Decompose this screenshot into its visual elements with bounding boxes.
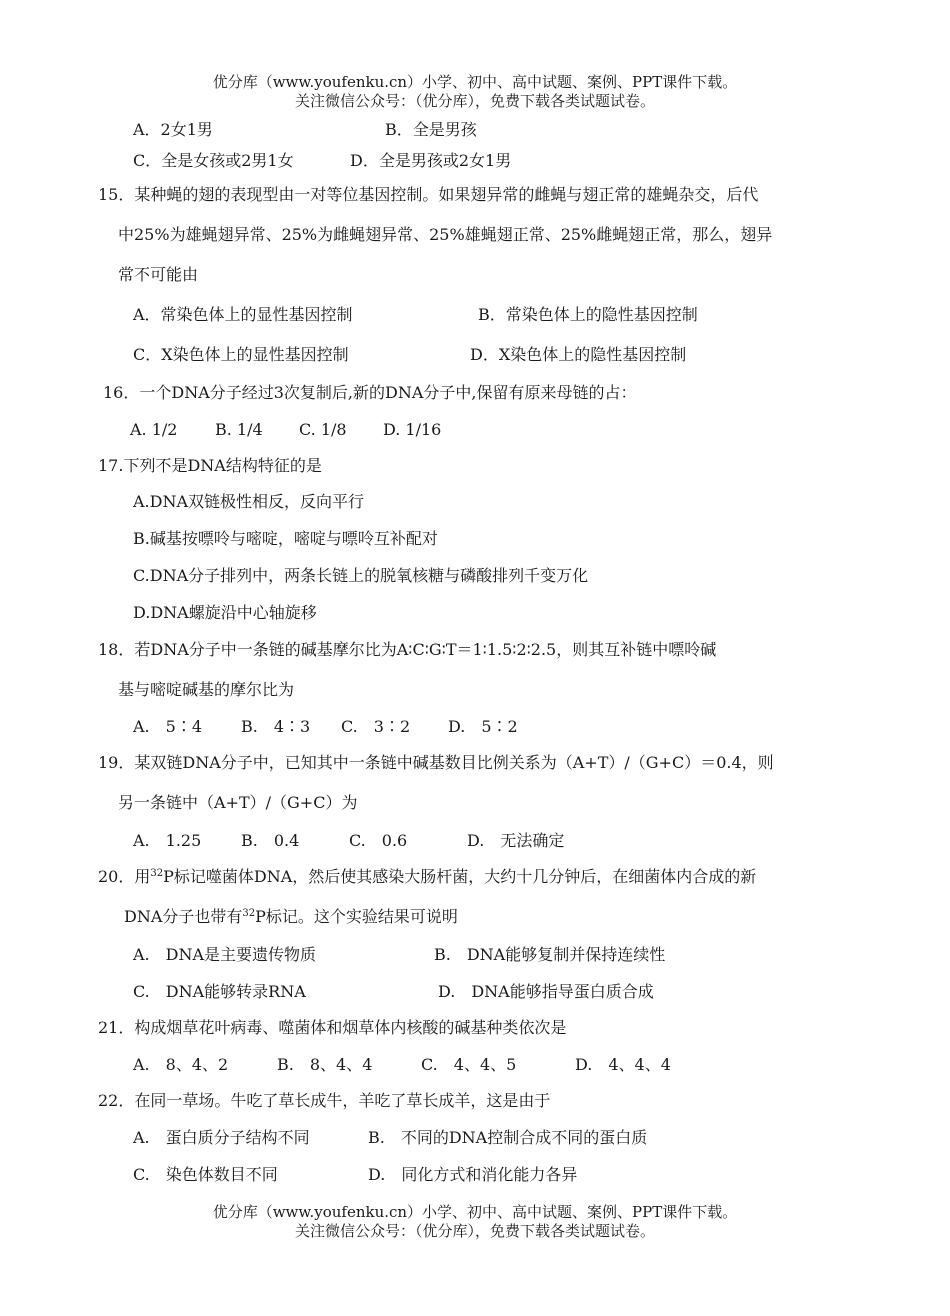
q14-option-c: C．全是女孩或2男1女 (133, 151, 294, 170)
q22-stem: 22．在同一草场。牛吃了草长成牛，羊吃了草长成羊，这是由于 (98, 1091, 551, 1110)
q18-option-d: D. 5∶2 (448, 717, 518, 736)
q16-option-d: D. 1/16 (383, 420, 442, 439)
q20-option-d: D. DNA能够指导蛋白质合成 (438, 982, 654, 1001)
q17-option-a: A.DNA双链极性相反，反向平行 (133, 492, 365, 511)
q17-option-d: D.DNA螺旋沿中心轴旋移 (133, 603, 317, 622)
header-line-2: 关注微信公众号：（优分库），免费下载各类试题试卷。 (294, 92, 655, 110)
q19-stem-line-1: 19．某双链DNA分子中，已知其中一条链中碱基数目比例关系为（A+T）/（G+C）＝0.4，则 (98, 753, 774, 772)
q21-option-a: A. 8、4、2 (133, 1055, 229, 1074)
q16-stem: 16．一个DNA分子经过3次复制后,新的DNA分子中,保留有原来母链的占： (103, 383, 637, 402)
q21-option-b: B. 8、4、4 (277, 1055, 373, 1074)
q20-option-a: A. DNA是主要遗传物质 (133, 945, 317, 964)
q14-option-d: D．全是男孩或2女1男 (350, 151, 512, 170)
q17-option-b: B.碱基按嘌呤与嘧啶，嘧啶与嘌呤互补配对 (133, 529, 438, 548)
q20-option-c: C. DNA能够转录RNA (133, 982, 306, 1001)
q15-stem-line-1: 15．某种蝇的翅的表现型由一对等位基因控制。如果翅异常的雌蝇与翅正常的雄蝇杂交，后代 (98, 185, 759, 204)
q20-line2-prefix: DNA分子也带有 (124, 907, 243, 926)
q22-option-c: C. 染色体数目不同 (133, 1165, 278, 1184)
q20-option-b: B. DNA能够复制并保持连续性 (434, 945, 666, 964)
q15-stem-line-3: 常不可能由 (118, 265, 199, 284)
q21-option-d: D. 4、4、4 (575, 1055, 671, 1074)
isotope-mass-number: 32 (150, 868, 164, 879)
q22-option-d: D. 同化方式和消化能力各异 (368, 1165, 578, 1184)
q18-option-a: A. 5∶4 (133, 717, 203, 736)
q19-option-c: C. 0.6 (349, 831, 408, 850)
q19-option-b: B. 0.4 (241, 831, 300, 850)
q16-option-c: C. 1/8 (299, 420, 347, 439)
q19-option-d: D. 无法确定 (467, 831, 565, 850)
page-header (0, 73, 950, 111)
q18-option-b: B. 4∶3 (241, 717, 311, 736)
q18-option-c: C. 3∶2 (341, 717, 411, 736)
q14-option-a: A．2女1男 (133, 120, 213, 139)
q22-option-a: A. 蛋白质分子结构不同 (133, 1128, 310, 1147)
footer-line-2: 关注微信公众号：（优分库），免费下载各类试题试卷。 (294, 1222, 655, 1240)
q18-stem-line-1: 18．若DNA分子中一条链的碱基摩尔比为A∶C∶G∶T＝1∶1.5∶2∶2.5，则其互补链中嘌呤碱 (98, 640, 717, 659)
q17-stem: 17.下列不是DNA结构特征的是 (98, 456, 322, 475)
q19-stem-line-2: 另一条链中（A+T）/（G+C）为 (118, 793, 358, 812)
q16-option-b: B. 1/4 (215, 420, 263, 439)
page-footer (0, 1203, 950, 1241)
q15-option-d: D．X染色体上的隐性基因控制 (470, 345, 687, 364)
q21-option-c: C. 4、4、5 (421, 1055, 517, 1074)
q20-stem-line-2 (124, 906, 458, 928)
q20-line2-suffix: P标记。这个实验结果可说明 (255, 907, 458, 926)
q20-line1-suffix: P标记噬菌体DNA，然后使其感染大肠杆菌，大约十几分钟后，在细菌体内合成的新 (163, 867, 757, 886)
q15-option-c: C．X染色体上的显性基因控制 (133, 345, 349, 364)
q15-stem-line-2: 中25%为雄蝇翅异常、25%为雌蝇翅异常、25%雄蝇翅正常、25%雌蝇翅正常，那么，翅异 (118, 225, 773, 244)
q21-stem: 21．构成烟草花叶病毒、噬菌体和烟草体内核酸的碱基种类依次是 (98, 1018, 567, 1037)
isotope-mass-number: 32 (242, 908, 256, 919)
footer-line-1: 优分库（www.youfenku.cn）小学、初中、高中试题、案例、PPT课件下载。 (212, 1203, 738, 1221)
q20-line1-prefix: 20．用 (98, 867, 151, 886)
q22-option-b: B. 不同的DNA控制合成不同的蛋白质 (368, 1128, 648, 1147)
q14-option-b: B．全是男孩 (385, 120, 477, 139)
q16-option-a: A. 1/2 (130, 420, 178, 439)
q17-option-c: C.DNA分子排列中，两条长链上的脱氧核糖与磷酸排列千变万化 (133, 566, 589, 585)
q15-option-a: A．常染色体上的显性基因控制 (133, 305, 353, 324)
q19-option-a: A. 1.25 (133, 831, 202, 850)
q15-option-b: B．常染色体上的隐性基因控制 (478, 305, 698, 324)
q20-stem-line-1 (98, 866, 756, 888)
q18-stem-line-2: 基与嘧啶碱基的摩尔比为 (118, 680, 295, 699)
header-line-1: 优分库（www.youfenku.cn）小学、初中、高中试题、案例、PPT课件下载。 (212, 73, 738, 91)
